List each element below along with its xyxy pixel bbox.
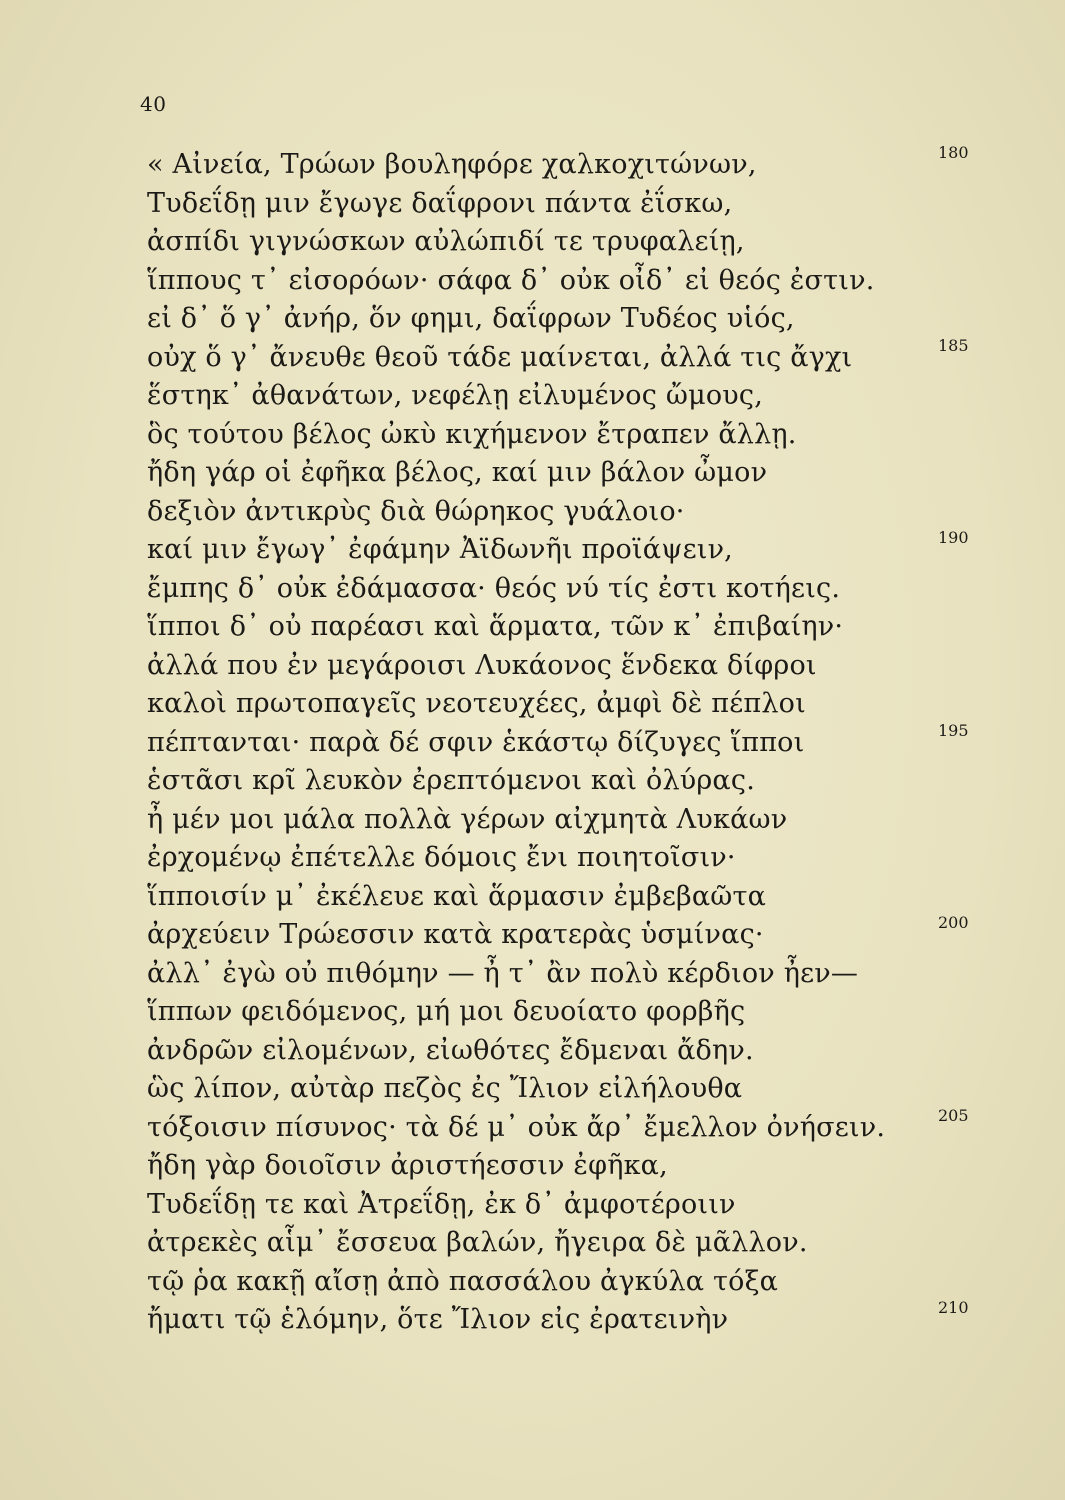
verse-text: ἐρχομένῳ ἐπέτελλε δόμοις ἔνι ποιητοῖσιν· xyxy=(147,842,736,873)
verse-line xyxy=(0,493,1065,532)
line-number: 205 xyxy=(938,1105,969,1125)
verse-text: τόξοισιν πίσυνος· τὰ δέ μ᾽ οὐκ ἄρ᾽ ἔμελλον ὀνήσειν. xyxy=(147,1111,886,1143)
verse-text: ἀρχεύειν Τρώεσσιν κατὰ κρατερὰς ὑσμίνας· xyxy=(147,919,764,950)
verse-text: ἑστᾶσι κρῖ λευκὸν ἐρεπτόμενοι καὶ ὀλύρας. xyxy=(147,765,755,796)
verse-text: οὐχ ὅ γ᾽ ἄνευθε θεοῦ τάδε μαίνεται, ἀλλά τις ἄγχι xyxy=(147,341,853,373)
verse-text: ὃς τούτου βέλος ὠκὺ κιχήμενον ἔτραπεν ἄλλῃ. xyxy=(147,418,797,450)
verse-text: δεξιὸν ἀντικρὺς διὰ θώρηκος γυάλοιο· xyxy=(147,495,685,527)
verse-line xyxy=(0,839,1065,878)
verse-text: ἵππων φειδόμενος, μή μοι δευοίατο φορβῆς xyxy=(147,996,746,1027)
verse-line xyxy=(0,685,1065,724)
verse-text: ἕστηκ᾽ ἀθανάτων, νεφέλῃ εἰλυμένος ὤμους, xyxy=(147,380,764,411)
verse-line xyxy=(0,570,1065,609)
verse-text: ἵπποισίν μ᾽ ἐκέλευε καὶ ἅρμασιν ἐμβεβαῶτα xyxy=(147,880,767,912)
verse-line xyxy=(0,185,1065,224)
verse-text: Τυδεΐδῃ μιν ἔγωγε δαΐφρονι πάντα ἐΐσκω, xyxy=(147,187,733,219)
verse-line xyxy=(0,262,1065,301)
verse-line xyxy=(0,647,1065,686)
verse-line xyxy=(0,913,1065,955)
verse-text: « Αἰνεία, Τρώων βουληφόρε χαλκοχιτώνων, xyxy=(147,149,757,180)
verse-text: Τυδεΐδῃ τε καὶ Ἀτρεΐδῃ, ἐκ δ᾽ ἀμφοτέροιιν xyxy=(147,1188,736,1220)
line-number: 210 xyxy=(938,1298,969,1317)
verse-line xyxy=(0,1147,1065,1186)
verse-text: ἔμπης δ᾽ οὐκ ἐδάμασσα· θεός νύ τίς ἐστι κοτήεις. xyxy=(147,572,841,604)
verse-text: καλοὶ πρωτοπαγεῖς νεοτευχέες, ἀμφὶ δὲ πέπλοι xyxy=(147,688,806,719)
verse-line xyxy=(0,300,1065,339)
line-number: 200 xyxy=(938,913,969,932)
verse-line xyxy=(0,608,1065,647)
verse-line xyxy=(0,454,1065,493)
verse-text: ἀτρεκὲς αἷμ᾽ ἔσσευα βαλών, ἤγειρα δὲ μᾶλλον. xyxy=(147,1227,808,1258)
verse-text: ἤματι τῷ ἑλόμην, ὅτε Ἴλιον εἰς ἐρατεινὴν xyxy=(147,1304,729,1335)
verse-line xyxy=(0,1186,1065,1225)
page-number: 40 xyxy=(140,92,167,116)
verse-text: ἵπποι δ᾽ οὐ παρέασι καὶ ἅρματα, τῶν κ᾽ ἐπιβαίην· xyxy=(147,611,844,642)
verse-line xyxy=(0,801,1065,840)
verse-text: ἀλλά που ἐν μεγάροισι Λυκάονος ἕνδεκα δίφροι xyxy=(147,649,817,681)
verse-text: πέπτανται· παρὰ δέ σφιν ἑκάστῳ δίζυγες ἵπποι xyxy=(147,726,805,758)
line-number: 195 xyxy=(938,720,969,740)
verse-block xyxy=(0,143,1065,1340)
verse-line xyxy=(0,1070,1065,1109)
verse-line xyxy=(0,1032,1065,1071)
verse-line xyxy=(0,143,1065,185)
verse-line xyxy=(0,416,1065,455)
verse-line xyxy=(0,335,1065,378)
verse-line xyxy=(0,1105,1065,1148)
verse-line xyxy=(0,955,1065,994)
line-number: 190 xyxy=(938,528,969,547)
line-number: 180 xyxy=(938,143,969,162)
verse-text: ἀλλ᾽ ἐγὼ οὐ πιθόμην — ἦ τ᾽ ἂν πολὺ κέρδιον ἦεν— xyxy=(147,957,859,989)
verse-text: ἤδη γὰρ δοιοῖσιν ἀριστήεσσιν ἐφῆκα, xyxy=(147,1150,668,1181)
verse-text: ἵππους τ᾽ εἰσορόων· σάφα δ᾽ οὐκ οἶδ᾽ εἰ θεός ἐστιν. xyxy=(147,264,875,296)
verse-line xyxy=(0,993,1065,1032)
verse-line xyxy=(0,1224,1065,1263)
verse-text: ὣς λίπον, αὐτὰρ πεζὸς ἐς Ἴλιον εἰλήλουθα xyxy=(147,1073,743,1104)
verse-line xyxy=(0,878,1065,917)
verse-text: ἦ μέν μοι μάλα πολλὰ γέρων αἰχμητὰ Λυκάων xyxy=(147,803,788,835)
verse-line xyxy=(0,528,1065,570)
verse-text: ἀσπίδι γιγνώσκων αὐλώπιδί τε τρυφαλείῃ, xyxy=(147,226,745,257)
verse-text: εἰ δ᾽ ὅ γ᾽ ἀνήρ, ὅν φημι, δαΐφρων Τυδέος υἱός, xyxy=(147,303,795,334)
verse-line xyxy=(0,1298,1065,1340)
verse-line xyxy=(0,223,1065,262)
verse-text: τῷ ῥα κακῇ αἴσῃ ἀπὸ πασσάλου ἀγκύλα τόξα xyxy=(147,1265,779,1297)
verse-text: ἀνδρῶν εἰλομένων, εἰωθότες ἔδμεναι ἄδην. xyxy=(147,1034,754,1066)
verse-line xyxy=(0,720,1065,763)
line-number: 185 xyxy=(938,335,969,355)
verse-text: ἤδη γάρ οἱ ἐφῆκα βέλος, καί μιν βάλον ὦμον xyxy=(147,457,768,488)
verse-text: καί μιν ἔγωγ᾽ ἐφάμην Ἀϊδωνῆι προϊάψειν, xyxy=(147,534,733,565)
verse-line xyxy=(0,762,1065,801)
verse-line xyxy=(0,1263,1065,1302)
verse-line xyxy=(0,377,1065,416)
